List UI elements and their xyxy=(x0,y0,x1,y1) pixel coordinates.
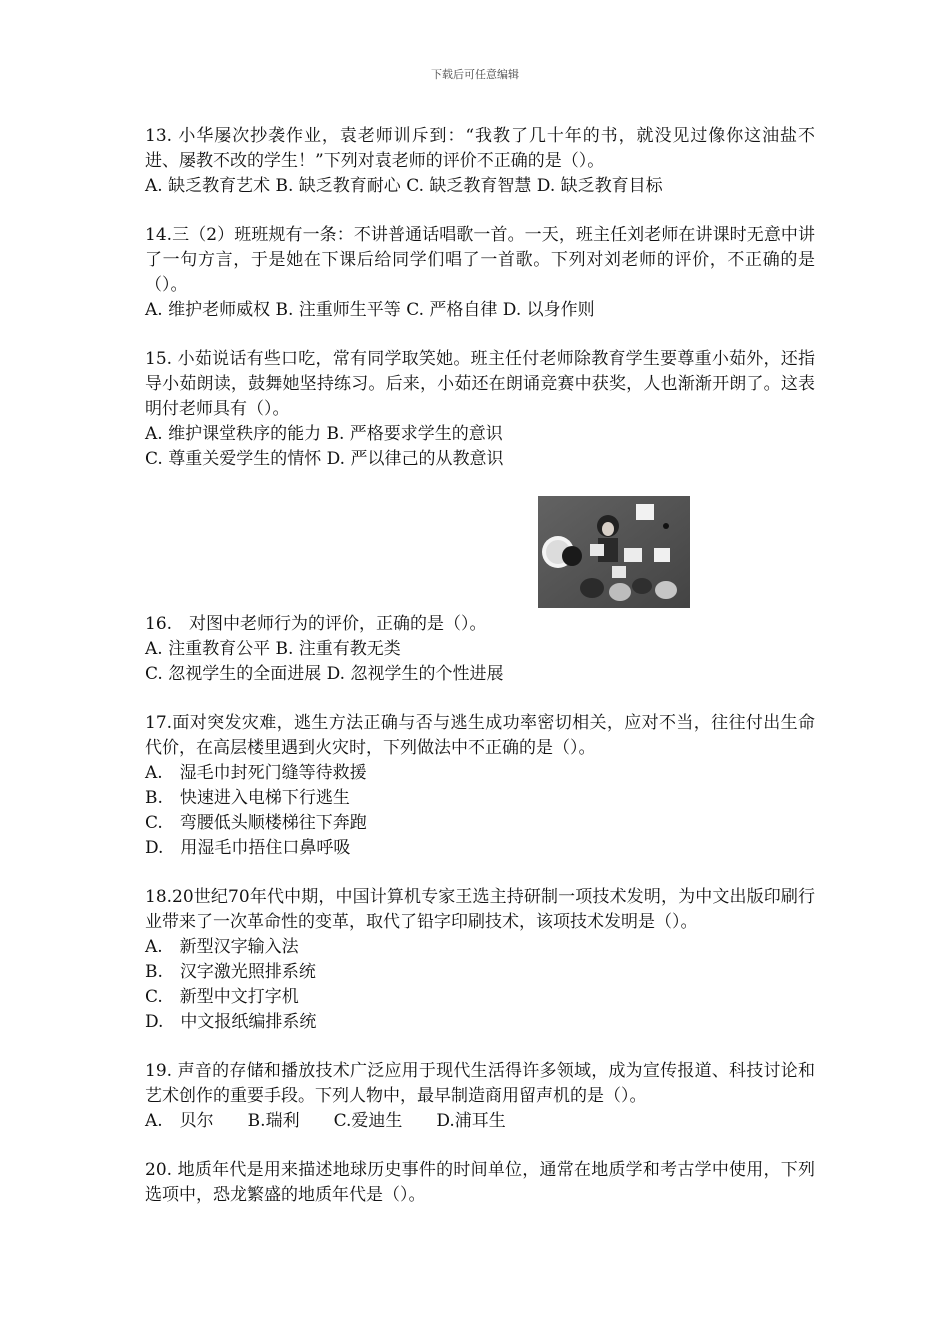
question-options: A. 贝尔 B.瑞利 C.爱迪生 D.浦耳生 xyxy=(145,1111,506,1131)
question-19 xyxy=(145,1059,815,1134)
classroom-photo xyxy=(538,496,690,608)
option-c: C. 新型中文打字机 xyxy=(145,987,299,1007)
option-d: D. 用湿毛巾捂住口鼻呼吸 xyxy=(145,838,351,858)
question-options: A. 缺乏教育艺术 B. 缺乏教育耐心 C. 缺乏教育智慧 D. 缺乏教育目标 xyxy=(145,176,663,196)
question-16 xyxy=(145,496,815,687)
question-15 xyxy=(145,347,815,472)
question-13 xyxy=(145,124,815,199)
question-18 xyxy=(145,885,815,1035)
page-header: 下载后可任意编辑 xyxy=(431,68,519,81)
question-stem: 18.20世纪70年代中期，中国计算机专家王选主持研制一项技术发明，为中文出版印刷行业带来了一次革命性的变革，取代了铅字印刷技术，该项技术发明是（）。 xyxy=(145,887,815,932)
question-stem: 16. 对图中老师行为的评价，正确的是（）。 xyxy=(145,614,487,634)
option-d: D. 中文报纸编排系统 xyxy=(145,1012,317,1032)
question-stem: 17.面对突发灾难，逃生方法正确与否与逃生成功率密切相关，应对不当，往往付出生命代价，在高层楼里遇到火灾时，下列做法中不正确的是（）。 xyxy=(145,713,815,758)
question-options-line-1: A. 维护课堂秩序的能力 B. 严格要求学生的意识 xyxy=(145,424,503,444)
question-17 xyxy=(145,711,815,861)
option-a: A. 新型汉字输入法 xyxy=(145,937,299,957)
question-stem: 20. 地质年代是用来描述地球历史事件的时间单位，通常在地质学和考古学中使用，下列选项中，恐龙繁盛的地质年代是（）。 xyxy=(145,1160,815,1205)
classroom-photo-illustration xyxy=(538,496,690,608)
question-options-line-2: C. 忽视学生的全面进展 D. 忽视学生的个性进展 xyxy=(145,664,504,684)
question-options-line-2: C. 尊重关爱学生的情怀 D. 严以律己的从教意识 xyxy=(145,449,504,469)
question-20 xyxy=(145,1158,815,1208)
question-14 xyxy=(145,223,815,323)
option-b: B. 汉字激光照排系统 xyxy=(145,962,316,982)
question-stem: 15. 小茹说话有些口吃，常有同学取笑她。班主任付老师除教育学生要尊重小茹外，还指导小茹朗读，鼓舞她坚持练习。后来，小茹还在朗诵竞赛中获奖，人也渐渐开朗了。这表明付老师具有（）。 xyxy=(145,349,815,419)
option-a: A. 湿毛巾封死门缝等待救援 xyxy=(145,763,367,783)
option-b: B. 快速进入电梯下行逃生 xyxy=(145,788,350,808)
option-c: C. 弯腰低头顺楼梯往下奔跑 xyxy=(145,813,367,833)
question-stem: 19. 声音的存储和播放技术广泛应用于现代生活得许多领域，成为宣传报道、科技讨论和艺术创作的重要手段。下列人物中，最早制造商用留声机的是（）。 xyxy=(145,1061,815,1106)
question-options-line-1: A. 注重教育公平 B. 注重有教无类 xyxy=(145,639,401,659)
question-stem: 13. 小华屡次抄袭作业，袁老师训斥到：“我教了几十年的书，就没见过像你这油盐不进、屡教不改的学生！”下列对袁老师的评价不正确的是（）。 xyxy=(145,126,815,171)
question-options: A. 维护老师威权 B. 注重师生平等 C. 严格自律 D. 以身作则 xyxy=(145,300,595,320)
question-16-stem-row xyxy=(145,496,815,637)
question-list xyxy=(145,124,815,1232)
question-stem: 14.三（2）班班规有一条：不讲普通话唱歌一首。一天，班主任刘老师在讲课时无意中讲了一句方言，于是她在下课后给同学们唱了一首歌。下列对刘老师的评价，不正确的是（）。 xyxy=(145,225,815,295)
